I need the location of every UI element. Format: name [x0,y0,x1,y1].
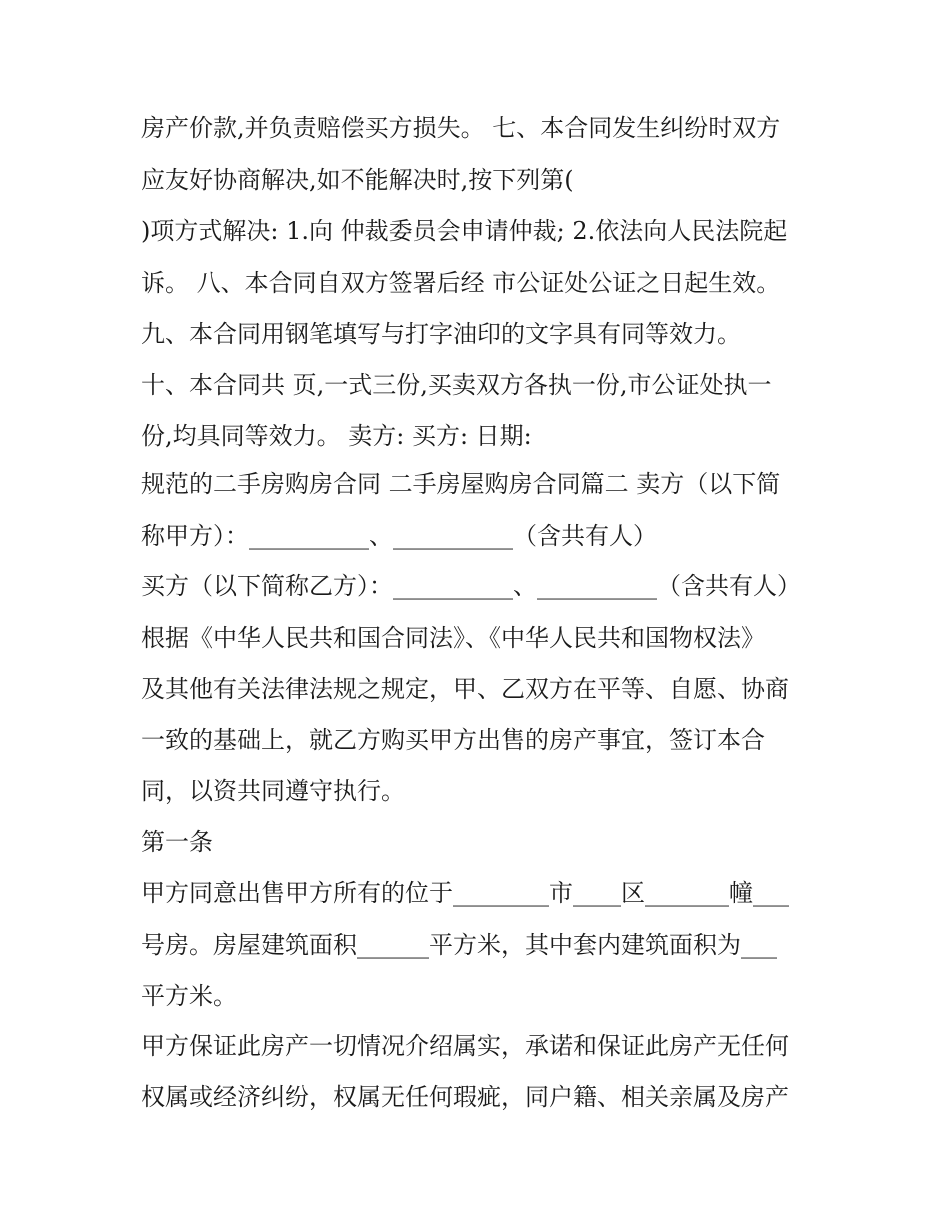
text-line: 权属或经济纠纷，权属无任何瑕疵，同户籍、相关亲属及房产 [141,1083,789,1111]
text-line: 及其他有关法律法规之规定，甲、乙双方在平等、自愿、协商 [141,675,789,703]
text-line: 一致的基础上，就乙方购买甲方出售的房产事宜，签订本合 [141,726,765,754]
text-line: 甲方保证此房产一切情况介绍属实，承诺和保证此房产无任何 [141,1032,789,1060]
text-line: 平方米。 [141,982,237,1010]
text-line: 房产价款,并负责赔偿买方损失。 七、本合同发生纠纷时双方 [141,114,781,142]
text-line: 规范的二手房购房合同 二手房屋购房合同篇二 卖方（以下简 [141,470,781,498]
section-heading: 第一条 [141,828,213,856]
text-line: )项方式解决: 1.向 仲裁委员会申请仲裁; 2.依法向人民法院起 [141,217,788,245]
text-line: 份,均具同等效力。 卖方: 买方: 日期: [141,422,532,450]
text-line: 十、本合同共 页,一式三份,买卖双方各执一份,市公证处执一 [141,371,772,399]
text-line: 九、本合同用钢笔填写与打字油印的文字具有同等效力。 [141,320,741,348]
text-line: 称甲方）：__________、__________（含共有人） [141,522,657,550]
text-line: 应友好协商解决,如不能解决时,按下列第( [141,166,574,194]
text-line: 根据《中华人民共和国合同法》、《中华人民共和国物权法》 [141,624,765,652]
text-line: 同，以资共同遵守执行。 [141,777,405,805]
text-line: 买方（以下简称乙方）：__________、__________（含共有人） [141,572,801,600]
text-line: 诉。 八、本合同自双方签署后经 市公证处公证之日起生效。 [141,269,781,297]
text-line: 甲方同意出售甲方所有的位于________市____区_______幢___ [141,879,789,907]
text-line: 号房。房屋建筑面积______平方米，其中套内建筑面积为___ [141,931,777,959]
